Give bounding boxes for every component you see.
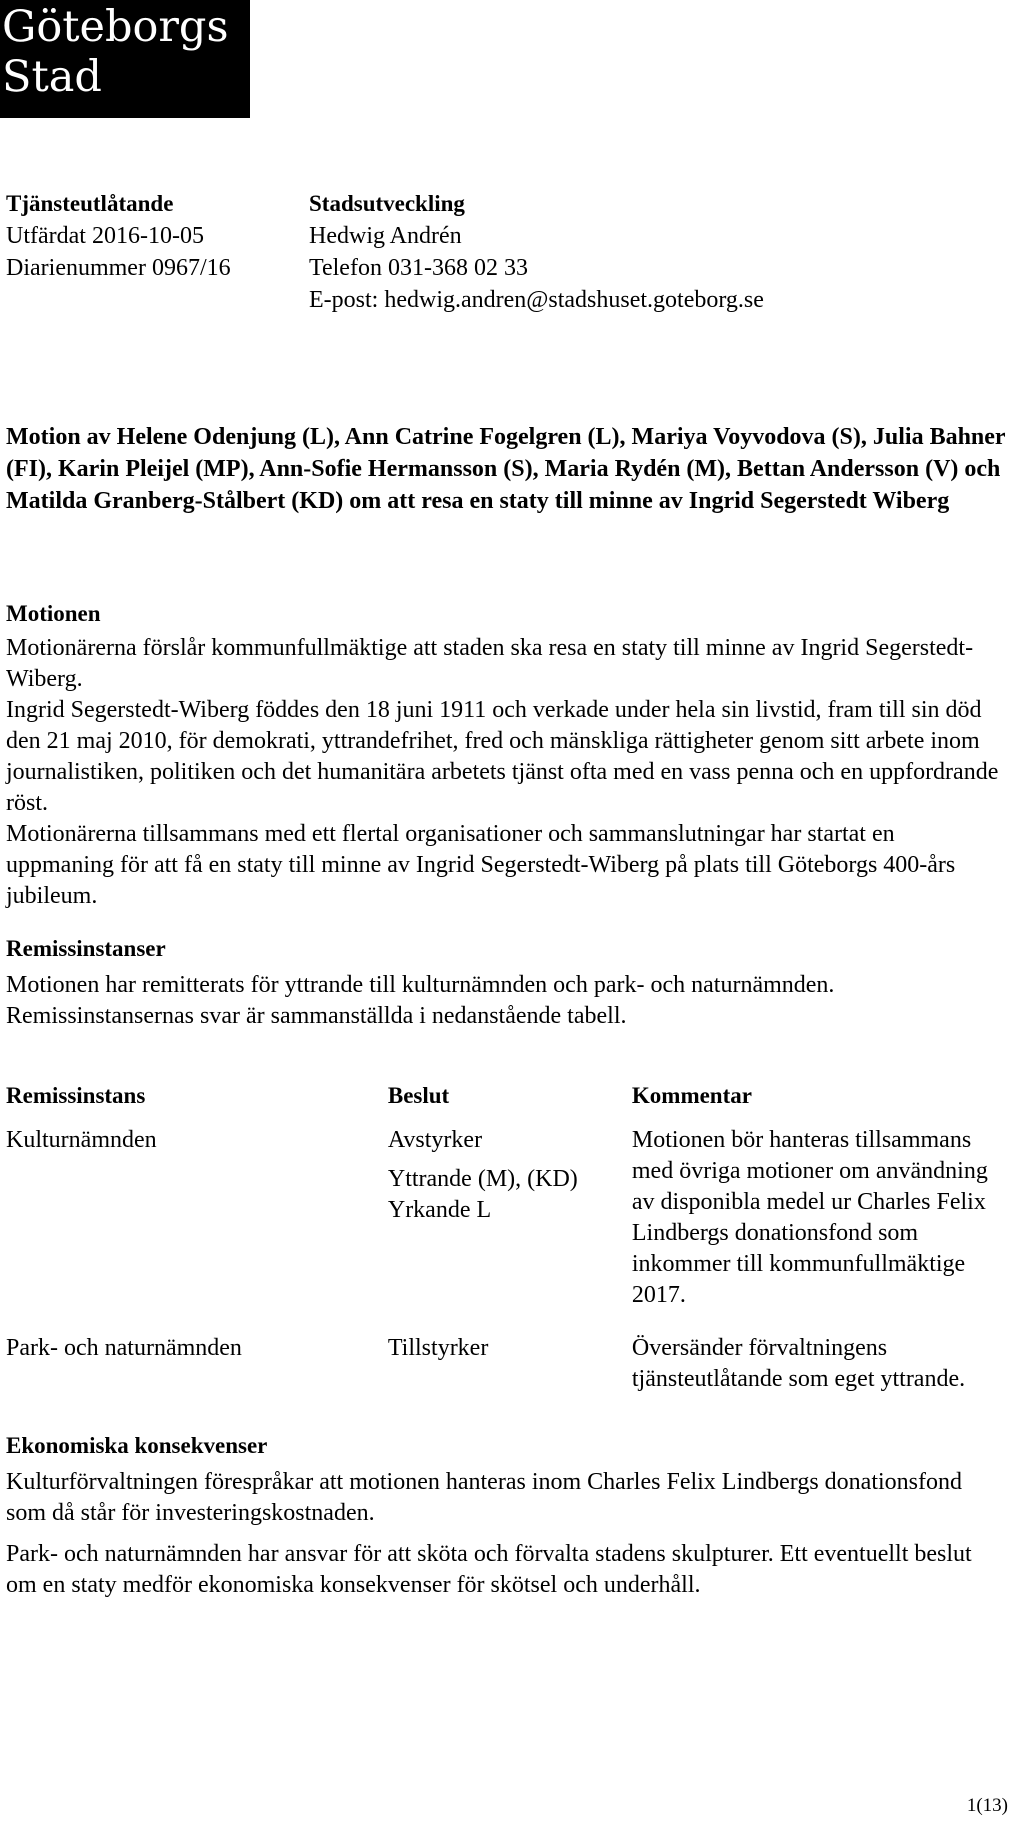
contact-email: E-post: hedwig.andren@stadshuset.goteborg.se xyxy=(309,287,764,313)
logo-line-1: Göteborgs xyxy=(2,2,229,52)
beslut-value: Avstyrker xyxy=(387,1127,483,1153)
beslut-extra: Yttrande (M), (KD) xyxy=(387,1166,578,1192)
paragraph: Motionärerna förslår kommunfullmäktige att staden ska resa en staty till minne av Ingrid Segerstedt-Wiberg. xyxy=(6,635,974,692)
contact-phone: Telefon 031-368 02 33 xyxy=(309,255,528,281)
cell-instans: Kulturnämnden xyxy=(6,1127,157,1153)
section-remissinstanser xyxy=(6,934,1006,1032)
cell-instans: Park- och naturnämnden xyxy=(6,1335,242,1361)
column-header-remissinstans: Remissinstans xyxy=(6,1083,146,1108)
logo-line-2: Stad xyxy=(2,52,102,102)
table-header-row xyxy=(6,1080,1006,1125)
remiss-table xyxy=(6,1080,1006,1417)
cell-beslut: Tillstyrker xyxy=(387,1335,489,1361)
contact-meta xyxy=(309,188,764,316)
section-heading-remissinstanser: Remissinstanser xyxy=(6,936,166,961)
column-header-kommentar: Kommentar xyxy=(631,1083,752,1108)
cell-kommentar: Motionen bör hanteras tillsammans med övriga motioner om användning av disponibla medel ur Charles Felix Lindbergs donationsfond som inkommer till kommunfullmäktige 2017. xyxy=(631,1127,988,1308)
document-body xyxy=(6,421,1006,1601)
paragraph: Kulturförvaltningen förespråkar att motionen hanteras inom Charles Felix Lindbergs donationsfond som då står för investeringskostnaden. xyxy=(6,1469,963,1526)
paragraph: Motionärerna tillsammans med ett flertal organisationer och sammanslutningar har startat en uppmaning för att få en staty till minne av Ingrid Segerstedt-Wiberg på plats till Göteborgs 400-års jubileum. xyxy=(6,821,956,909)
department-name: Stadsutveckling xyxy=(309,191,465,216)
cell-beslut xyxy=(388,1125,632,1333)
column-header-beslut: Beslut xyxy=(387,1083,450,1108)
document-meta xyxy=(6,188,231,284)
beslut-extra: Yrkande L xyxy=(387,1197,492,1223)
table-row xyxy=(6,1125,1006,1333)
table-row xyxy=(6,1333,1006,1417)
page-number: 1(13) xyxy=(966,1795,1008,1816)
document-type: Tjänsteutlåtande xyxy=(6,191,174,216)
paragraph: Motionen har remitterats för yttrande till kulturnämnden och park- och naturnämnden. xyxy=(6,972,835,998)
section-ekonomiska-konsekvenser xyxy=(6,1431,1006,1601)
paragraph: Remissinstansernas svar är sammanställda i nedanstående tabell. xyxy=(6,1003,627,1029)
paragraph: Park- och naturnämnden har ansvar för att sköta och förvalta stadens skulpturer. Ett eventuellt beslut om en staty medför ekonomiska konsekvenser för skötsel och underhåll. xyxy=(6,1541,972,1598)
paragraph: Ingrid Segerstedt-Wiberg föddes den 18 juni 1911 och verkade under hela sin livstid, fram till sin död den 21 maj 2010, för demokrati, yttrandefrihet, fred och mänskliga rättigheter genom sitt arbete inom journalistiken, politiken och det humanitära arbetets tjänst ofta med en vass penna och en uppfordrande röst. xyxy=(6,697,999,816)
document-title: Motion av Helene Odenjung (L), Ann Catrine Fogelgren (L), Mariya Voyvodova (S), Julia Bahner (FI), Karin Pleijel (MP), Ann-Sofie Hermansson (S), Maria Rydén (M), Bettan Andersson (V) och Matilda Granberg-Stålbert (KD) om att resa en staty till minne av Ingrid Segerstedt Wiberg xyxy=(6,424,1006,514)
issued-date: Utfärdat 2016-10-05 xyxy=(6,223,204,249)
section-heading-motionen: Motionen xyxy=(6,601,101,626)
section-heading-ekonomiska-konsekvenser: Ekonomiska konsekvenser xyxy=(6,1433,268,1458)
goteborgs-stad-logo xyxy=(0,0,250,118)
cell-kommentar: Översänder förvaltningens tjänsteutlåtande som eget yttrande. xyxy=(631,1335,966,1392)
section-motionen xyxy=(6,599,1006,912)
contact-name: Hedwig Andrén xyxy=(309,223,462,249)
diary-number: Diarienummer 0967/16 xyxy=(6,255,231,281)
